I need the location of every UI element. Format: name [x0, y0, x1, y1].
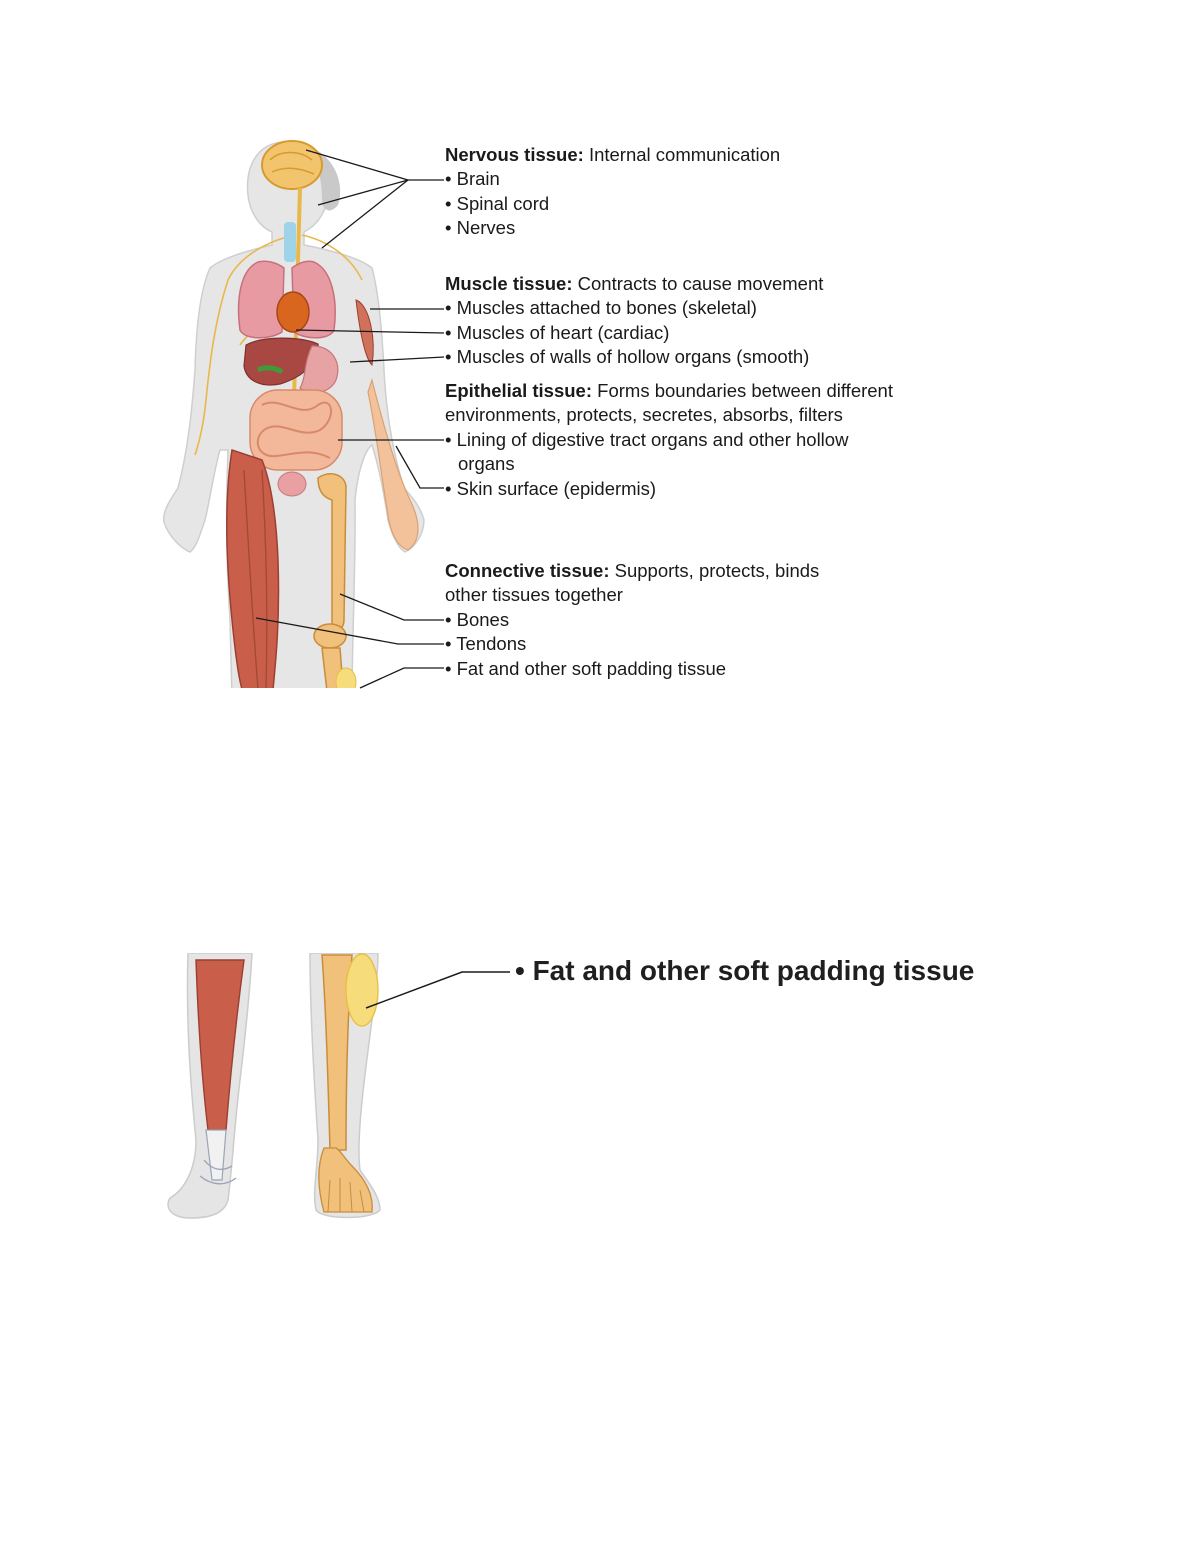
muscle-item-skeletal: • Muscles attached to bones (skeletal) [445, 297, 757, 319]
nervous-item-brain: • Brain [445, 168, 500, 190]
muscle-item-smooth: • Muscles of walls of hollow organs (smooth) [445, 346, 810, 368]
connective-item-bones: • Bones [445, 608, 510, 630]
epithelial-description-line2: environments, protects, secretes, absorbs, filters [445, 404, 843, 426]
connective-description-line2: other tissues together [445, 584, 623, 606]
connective-item-tendons: • Tendons [445, 633, 527, 655]
epithelial-item-lining-cont: organs [458, 453, 515, 475]
connective-item-fat: • Fat and other soft padding tissue [445, 657, 727, 679]
muscle-item-cardiac: • Muscles of heart (cardiac) [445, 321, 670, 343]
epithelial-tissue-block [445, 379, 893, 501]
nervous-description: Internal communication [588, 144, 781, 165]
epithelial-heading: Epithelial tissue: [445, 380, 593, 401]
zoom-fat-label: • Fat and other soft padding tissue [515, 955, 975, 986]
epithelial-item-skin: • Skin surface (epidermis) [445, 477, 657, 499]
epithelial-item-lining: • Lining of digestive tract organs and other hollow [445, 428, 849, 450]
heart-shape [277, 292, 309, 332]
connective-tissue-block [445, 559, 819, 681]
muscle-tissue-block [445, 272, 823, 370]
connective-heading: Connective tissue: [445, 560, 610, 581]
nervous-heading: Nervous tissue: [445, 144, 584, 165]
nervous-item-nerves: • Nerves [445, 217, 516, 239]
muscle-heading: Muscle tissue: [445, 273, 573, 294]
nervous-item-spinal-cord: • Spinal cord [445, 192, 550, 214]
intestines-shape [250, 390, 342, 470]
epithelial-description-line1: Forms boundaries between different [597, 380, 893, 401]
zoom-leader-line [366, 972, 510, 1008]
muscle-description: Contracts to cause movement [577, 273, 824, 294]
brain-shape [262, 141, 322, 189]
nervous-tissue-block [445, 143, 780, 241]
fat-pad-shape [346, 954, 378, 1026]
connective-description-line1: Supports, protects, binds [614, 560, 820, 581]
